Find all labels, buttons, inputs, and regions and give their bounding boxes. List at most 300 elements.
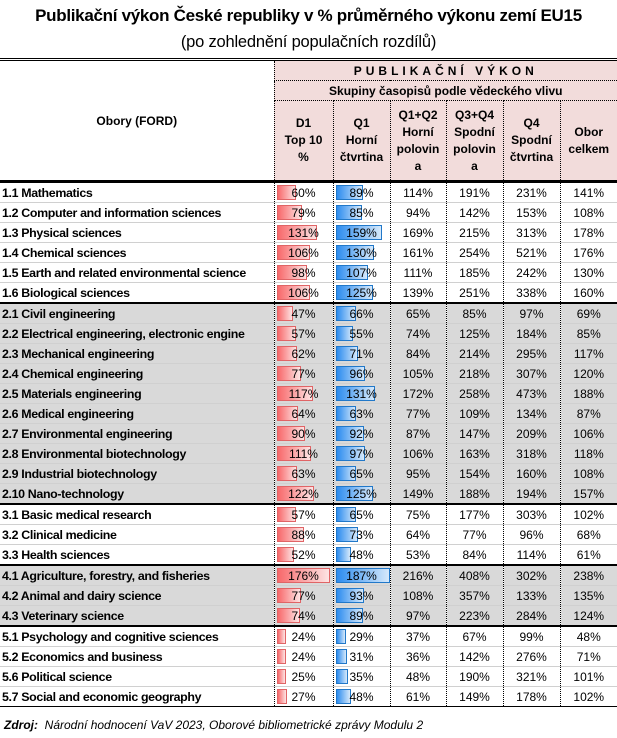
table-row — [0, 667, 617, 687]
value-text: 68% — [576, 527, 601, 542]
column-header-line: Horní — [345, 133, 378, 147]
value-text: 242% — [516, 265, 547, 280]
value-cell — [446, 565, 503, 586]
value-text: 37% — [405, 629, 431, 644]
value-cell — [333, 384, 390, 404]
value-cell — [446, 444, 503, 464]
value-cell — [560, 647, 617, 667]
value-text: 307% — [516, 366, 547, 381]
value-text: 238% — [573, 568, 605, 583]
value-cell — [560, 182, 617, 203]
q1-data-bar — [336, 629, 346, 644]
value-text: 114% — [403, 185, 433, 200]
column-header-line: polovin — [453, 141, 496, 156]
value-cell — [503, 525, 560, 545]
value-text: 109% — [459, 406, 490, 421]
value-cell — [503, 586, 560, 606]
value-text: 61% — [405, 689, 431, 704]
value-cell — [446, 504, 503, 525]
value-cell — [503, 444, 560, 464]
value-text: 160% — [516, 466, 547, 481]
value-text: 106% — [288, 245, 319, 260]
column-header-line: Obor — [574, 124, 604, 139]
value-text: 90% — [291, 426, 316, 441]
value-cell — [333, 324, 390, 344]
value-text: 85% — [349, 205, 374, 220]
table-row — [0, 223, 617, 243]
table-row — [0, 404, 617, 424]
performance-table — [0, 58, 617, 707]
value-cell — [560, 243, 617, 263]
value-cell — [390, 364, 446, 384]
value-cell — [446, 464, 503, 484]
value-text: 159% — [346, 225, 377, 240]
value-cell — [503, 647, 560, 667]
page-title: Publikační výkon České republiky v % průměrného výkonu zemí EU15 — [35, 6, 582, 25]
value-cell — [560, 424, 617, 444]
value-cell — [560, 545, 617, 566]
value-text: 184% — [516, 326, 547, 341]
value-text: 106% — [573, 426, 605, 441]
value-text: 215% — [459, 225, 490, 240]
value-cell — [274, 263, 333, 283]
value-text: 209% — [516, 426, 547, 441]
value-cell — [333, 525, 390, 545]
value-text: 169% — [402, 225, 434, 240]
value-cell — [390, 464, 446, 484]
value-text: 52% — [291, 547, 316, 562]
value-cell — [446, 263, 503, 283]
value-cell — [390, 525, 446, 545]
value-cell — [446, 344, 503, 364]
value-text: 188% — [573, 386, 605, 401]
value-text: 161% — [402, 245, 434, 260]
value-cell — [274, 484, 333, 505]
value-cell — [390, 203, 446, 223]
d1-data-bar — [277, 689, 287, 704]
value-text: 139% — [402, 285, 434, 300]
value-text: 53% — [405, 547, 431, 562]
value-cell — [274, 545, 333, 566]
value-cell — [333, 687, 390, 707]
value-cell — [446, 484, 503, 505]
value-text: 295% — [516, 346, 547, 361]
value-text: 67% — [462, 629, 487, 644]
value-cell — [446, 243, 503, 263]
value-cell — [333, 667, 390, 687]
table-row — [0, 545, 617, 566]
value-text: 87% — [405, 426, 431, 441]
value-text: 108% — [402, 588, 434, 603]
table-row — [0, 647, 617, 667]
value-cell — [390, 424, 446, 444]
value-text: 65% — [349, 507, 374, 522]
value-cell — [274, 647, 333, 667]
value-text: 131% — [346, 386, 377, 401]
value-cell — [560, 324, 617, 344]
field-name: 1.2 Computer and information sciences — [0, 203, 274, 223]
value-cell — [333, 182, 390, 203]
field-name: 1.4 Chemical sciences — [0, 243, 274, 263]
value-cell — [390, 586, 446, 606]
value-text: 106% — [288, 285, 319, 300]
value-cell — [560, 364, 617, 384]
column-header-line: a — [414, 158, 422, 173]
value-cell — [333, 404, 390, 424]
subgroup-header: Skupiny časopisů podle vědeckého vlivu — [274, 81, 617, 101]
value-cell — [560, 223, 617, 243]
value-cell — [274, 223, 333, 243]
column-header-line: celkem — [568, 141, 610, 156]
value-cell — [446, 647, 503, 667]
column-header — [446, 101, 503, 182]
value-text: 89% — [349, 608, 374, 623]
value-text: 79% — [291, 205, 316, 220]
value-text: 122% — [288, 486, 319, 501]
value-cell — [333, 545, 390, 566]
field-name: 2.3 Mechanical engineering — [0, 344, 274, 364]
value-text: 160% — [573, 285, 605, 300]
value-text: 338% — [516, 285, 547, 300]
value-cell — [560, 484, 617, 505]
value-text: 64% — [405, 527, 431, 542]
value-text: 48% — [405, 669, 431, 684]
value-cell — [390, 687, 446, 707]
table-row — [0, 364, 617, 384]
source-note — [4, 718, 423, 732]
value-cell — [390, 647, 446, 667]
value-cell — [274, 364, 333, 384]
value-text: 188% — [459, 486, 490, 501]
value-cell — [274, 243, 333, 263]
value-cell — [503, 203, 560, 223]
value-text: 36% — [405, 649, 431, 664]
value-text: 85% — [462, 306, 487, 321]
value-text: 172% — [402, 386, 434, 401]
table-row — [0, 182, 617, 203]
value-text: 48% — [349, 689, 374, 704]
value-cell — [333, 223, 390, 243]
value-cell — [333, 565, 390, 586]
value-cell — [333, 484, 390, 505]
value-cell — [446, 606, 503, 627]
value-text: 176% — [573, 245, 605, 260]
field-name: 4.2 Animal and dairy science — [0, 586, 274, 606]
value-text: 101% — [573, 669, 605, 684]
table-row — [0, 504, 617, 525]
value-cell — [390, 263, 446, 283]
value-cell — [503, 484, 560, 505]
value-cell — [390, 444, 446, 464]
value-cell — [503, 283, 560, 304]
value-cell — [333, 203, 390, 223]
value-cell — [503, 364, 560, 384]
d1-data-bar — [277, 629, 286, 644]
q1-data-bar — [336, 669, 348, 684]
value-text: 302% — [516, 568, 547, 583]
value-cell — [560, 606, 617, 627]
value-text: 149% — [402, 486, 434, 501]
value-cell — [333, 364, 390, 384]
value-cell — [446, 545, 503, 566]
value-cell — [446, 303, 503, 324]
column-header — [274, 101, 333, 182]
value-text: 223% — [459, 608, 490, 623]
value-text: 142% — [459, 649, 490, 664]
value-cell — [560, 344, 617, 364]
value-text: 31% — [349, 649, 374, 664]
value-cell — [274, 384, 333, 404]
value-cell — [560, 464, 617, 484]
value-cell — [274, 504, 333, 525]
value-cell — [390, 626, 446, 647]
field-name: 1.3 Physical sciences — [0, 223, 274, 243]
value-cell — [390, 504, 446, 525]
table-row — [0, 444, 617, 464]
table-row — [0, 283, 617, 304]
table-row — [0, 303, 617, 324]
row-header: Obory (FORD) — [0, 60, 274, 182]
value-text: 48% — [349, 547, 374, 562]
value-cell — [333, 243, 390, 263]
value-cell — [560, 504, 617, 525]
value-text: 102% — [573, 507, 605, 522]
value-text: 276% — [516, 649, 547, 664]
value-text: 84% — [462, 547, 487, 562]
value-cell — [333, 464, 390, 484]
column-header-line: Q1 — [353, 116, 370, 130]
table-row — [0, 324, 617, 344]
value-text: 25% — [291, 669, 316, 684]
value-cell — [446, 424, 503, 444]
value-cell — [390, 243, 446, 263]
value-text: 117% — [573, 346, 604, 361]
group-header: PUBLIKAČNÍ VÝKON — [274, 60, 617, 81]
value-cell — [446, 687, 503, 707]
field-name: 1.1 Mathematics — [0, 182, 274, 203]
field-name: 2.7 Environmental engineering — [0, 424, 274, 444]
value-text: 73% — [349, 527, 374, 542]
table-row — [0, 586, 617, 606]
value-cell — [274, 324, 333, 344]
value-text: 303% — [516, 507, 547, 522]
value-text: 107% — [346, 265, 377, 280]
value-text: 214% — [459, 346, 490, 361]
value-text: 93% — [349, 588, 374, 603]
value-cell — [274, 464, 333, 484]
value-text: 187% — [346, 568, 377, 583]
value-cell — [503, 384, 560, 404]
value-cell — [503, 424, 560, 444]
value-text: 97% — [519, 306, 544, 321]
source-label: Zdroj: — [4, 718, 38, 732]
field-name: 4.1 Agriculture, forestry, and fisheries — [0, 565, 274, 586]
value-text: 190% — [459, 669, 490, 684]
value-text: 157% — [573, 486, 605, 501]
value-text: 313% — [516, 225, 547, 240]
value-text: 98% — [291, 265, 316, 280]
value-cell — [274, 626, 333, 647]
value-cell — [503, 626, 560, 647]
d1-data-bar — [277, 669, 286, 684]
value-cell — [333, 606, 390, 627]
value-text: 147% — [459, 426, 490, 441]
value-text: 89% — [349, 185, 374, 200]
value-text: 35% — [349, 669, 374, 684]
value-text: 108% — [573, 466, 605, 481]
field-name: 4.3 Veterinary science — [0, 606, 274, 627]
value-text: 29% — [349, 629, 374, 644]
value-text: 114% — [516, 547, 547, 562]
field-name: 5.6 Political science — [0, 667, 274, 687]
table-row — [0, 203, 617, 223]
column-header-line: Horní — [402, 124, 434, 139]
value-text: 66% — [349, 306, 374, 321]
value-text: 27% — [291, 689, 316, 704]
value-cell — [390, 404, 446, 424]
value-text: 74% — [291, 608, 316, 623]
value-text: 47% — [291, 306, 316, 321]
value-text: 85% — [576, 326, 601, 341]
value-text: 178% — [573, 225, 605, 240]
field-name: 5.7 Social and economic geography — [0, 687, 274, 707]
value-cell — [274, 203, 333, 223]
value-cell — [390, 344, 446, 364]
value-cell — [503, 667, 560, 687]
column-header-line: čtvrtina — [509, 150, 554, 164]
value-text: 77% — [462, 527, 487, 542]
value-text: 65% — [405, 306, 431, 321]
value-text: 63% — [291, 466, 316, 481]
table-row — [0, 525, 617, 545]
value-text: 88% — [291, 527, 316, 542]
d1-data-bar — [277, 649, 286, 664]
value-text: 163% — [459, 446, 490, 461]
value-text: 111% — [289, 446, 318, 461]
value-text: 71% — [576, 649, 601, 664]
field-name: 2.8 Environmental biotechnology — [0, 444, 274, 464]
column-header-line: Q1+Q2 — [398, 107, 438, 122]
field-name: 1.5 Earth and related environmental science — [0, 263, 274, 283]
field-name: 2.6 Medical engineering — [0, 404, 274, 424]
table-row — [0, 464, 617, 484]
value-text: 124% — [573, 608, 605, 623]
value-cell — [560, 687, 617, 707]
value-cell — [503, 687, 560, 707]
column-header-line: Q4 — [523, 116, 540, 130]
value-cell — [446, 384, 503, 404]
value-cell — [333, 647, 390, 667]
value-text: 108% — [573, 205, 605, 220]
table-row — [0, 344, 617, 364]
value-text: 194% — [516, 486, 547, 501]
value-text: 74% — [405, 326, 431, 341]
value-cell — [390, 324, 446, 344]
value-cell — [503, 545, 560, 566]
value-cell — [333, 444, 390, 464]
value-cell — [503, 182, 560, 203]
value-cell — [560, 283, 617, 304]
value-text: 94% — [405, 205, 431, 220]
value-text: 96% — [519, 527, 544, 542]
field-name: 2.9 Industrial biotechnology — [0, 464, 274, 484]
value-text: 60% — [291, 185, 316, 200]
value-text: 102% — [573, 689, 605, 704]
value-text: 473% — [516, 386, 547, 401]
source-text: Národní hodnocení VaV 2023, Oborové bibliometrické zprávy Modulu 2 — [44, 718, 424, 732]
field-name: 2.10 Nano-technology — [0, 484, 274, 505]
value-cell — [446, 525, 503, 545]
value-cell — [274, 344, 333, 364]
value-cell — [560, 384, 617, 404]
value-text: 62% — [291, 346, 316, 361]
value-text: 135% — [573, 588, 605, 603]
value-text: 92% — [349, 426, 374, 441]
value-cell — [446, 626, 503, 647]
value-text: 55% — [349, 326, 374, 341]
value-text: 117% — [288, 386, 319, 401]
value-text: 24% — [291, 629, 316, 644]
value-cell — [274, 404, 333, 424]
value-text: 64% — [291, 406, 316, 421]
value-cell — [390, 667, 446, 687]
column-header-line: Top 10 — [284, 133, 323, 147]
value-cell — [333, 424, 390, 444]
table-row — [0, 424, 617, 444]
value-text: 284% — [516, 608, 547, 623]
value-text: 63% — [349, 406, 374, 421]
value-text: 133% — [516, 588, 547, 603]
value-text: 251% — [459, 285, 490, 300]
column-header-line: a — [471, 158, 478, 173]
column-header — [333, 101, 390, 182]
value-text: 258% — [459, 386, 490, 401]
value-cell — [503, 464, 560, 484]
value-text: 191% — [459, 185, 490, 200]
page-subtitle: (po zohlednění populačních rozdílů) — [180, 33, 437, 51]
value-text: 118% — [573, 446, 604, 461]
value-text: 77% — [291, 366, 316, 381]
value-cell — [274, 182, 333, 203]
table-row — [0, 687, 617, 707]
value-cell — [274, 687, 333, 707]
value-cell — [446, 324, 503, 344]
value-cell — [333, 283, 390, 304]
value-cell — [390, 606, 446, 627]
value-cell — [560, 263, 617, 283]
column-header-line: Spodní — [454, 124, 495, 139]
value-text: 153% — [516, 205, 547, 220]
value-cell — [503, 324, 560, 344]
value-cell — [274, 424, 333, 444]
value-cell — [560, 444, 617, 464]
value-text: 48% — [576, 629, 601, 644]
value-text: 57% — [291, 326, 316, 341]
value-cell — [274, 525, 333, 545]
column-header-line: Spodní — [511, 133, 552, 147]
value-cell — [333, 263, 390, 283]
value-cell — [446, 586, 503, 606]
value-cell — [446, 404, 503, 424]
value-text: 178% — [516, 689, 547, 704]
value-cell — [560, 586, 617, 606]
value-text: 96% — [349, 366, 374, 381]
value-text: 321% — [516, 669, 547, 684]
value-cell — [503, 303, 560, 324]
field-name: 2.5 Materials engineering — [0, 384, 274, 404]
value-cell — [274, 283, 333, 304]
value-text: 87% — [576, 406, 601, 421]
